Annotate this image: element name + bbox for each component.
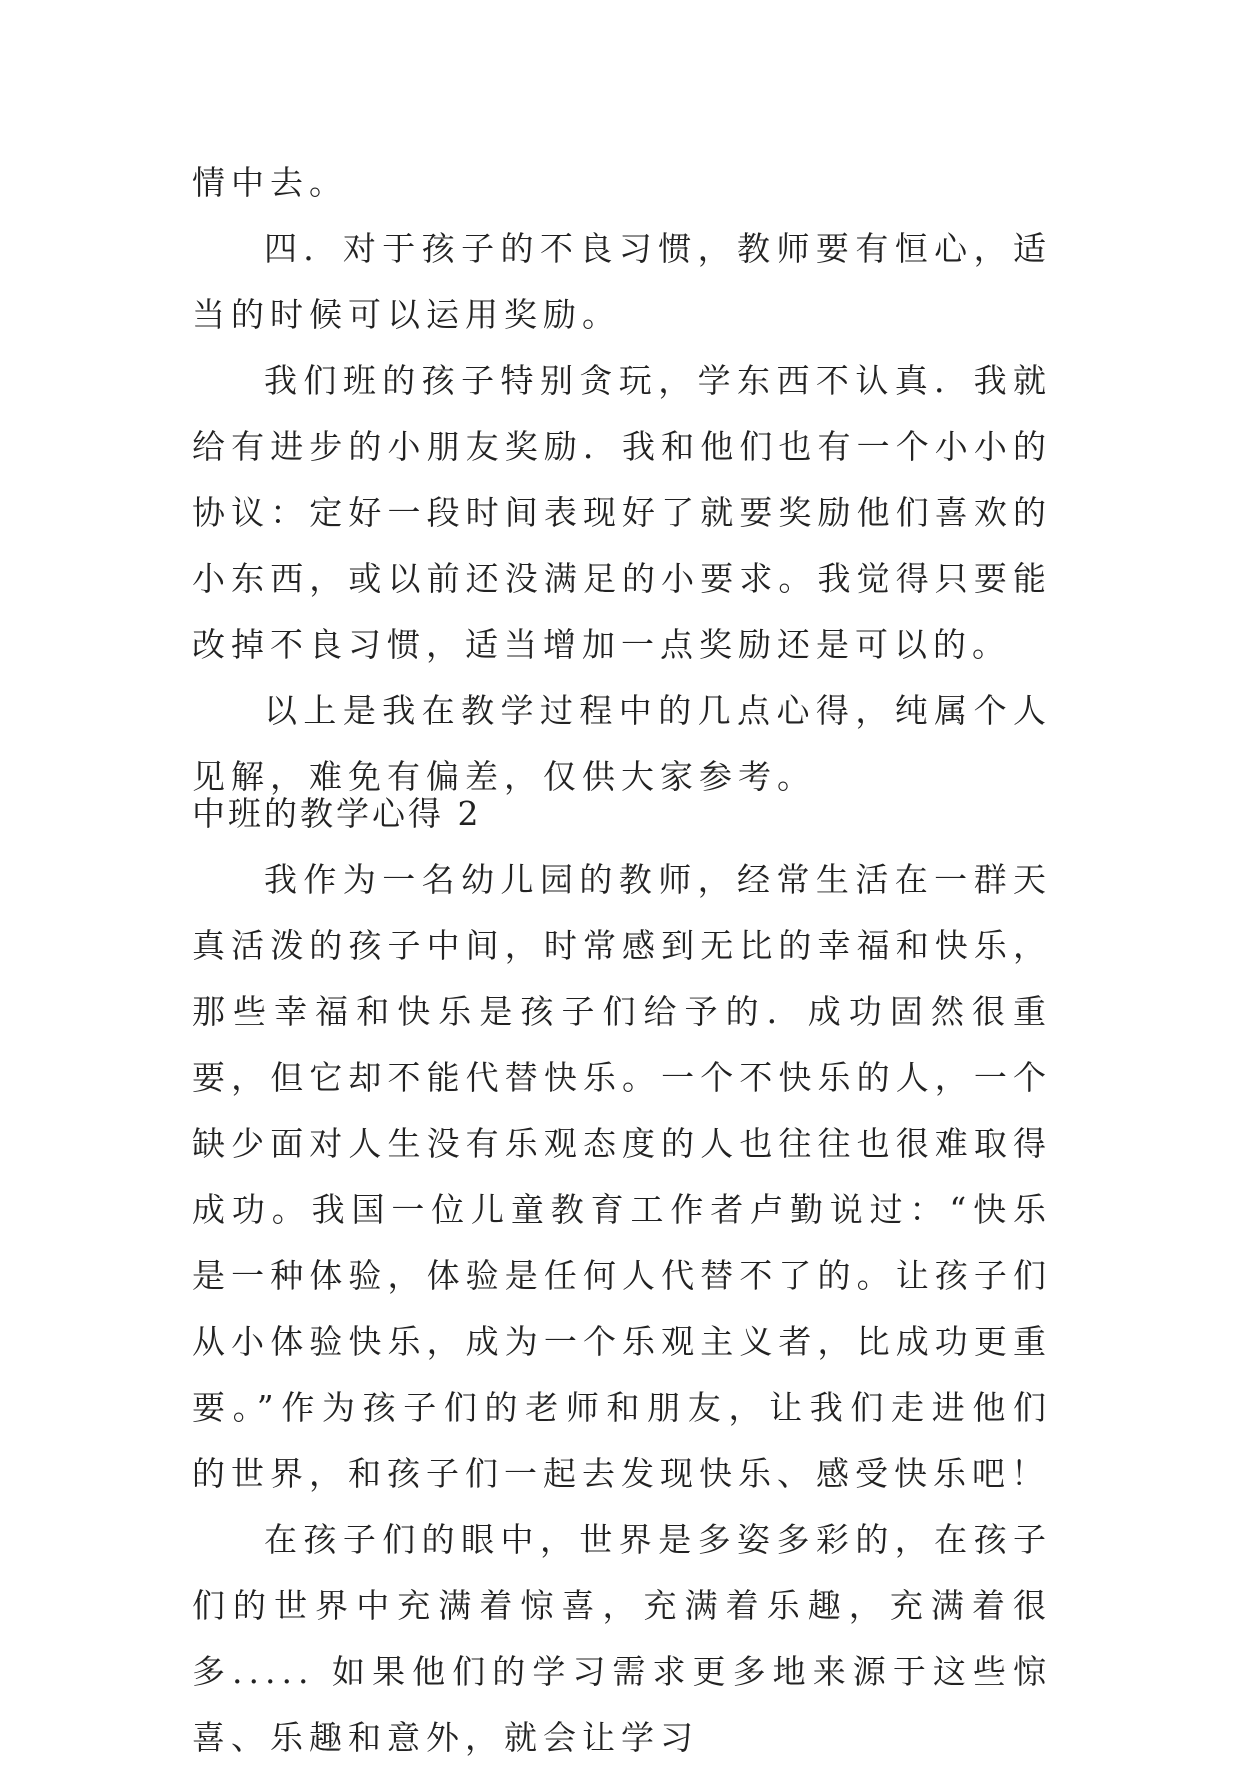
text-block-top [192, 150, 1052, 810]
paragraph-section-2-first: 我作为一名幼儿园的教师，经常生活在一群天真活泼的孩子中间，时常感到无比的幸福和快乐，那些幸福和快乐是孩子们给予的．成功固然很重要，但它却不能代替快乐。一个不快乐的人，一个缺少面对人生没有乐观态度的人也往往也很难取得成功。我国一位儿童教育工作者卢勤说过：“快乐是一种体验，体验是任何人代替不了的。让孩子们从小体验快乐，成为一个乐观主义者，比成功更重要。”作为孩子们的老师和朋友，让我们走进他们的世界，和孩子们一起去发现快乐、感受快乐吧！ [192, 860, 1052, 1493]
text-block-section-2 [192, 781, 1052, 1771]
paragraph-section-2-second: 在孩子们的眼中，世界是多姿多彩的，在孩子们的世界中充满着惊喜，充满着乐趣，充满着很多..... 如果他们的学习需求更多地来源于这些惊喜、乐趣和意外，就会让学习 [192, 1520, 1052, 1757]
paragraph-point-4-body: 我们班的孩子特别贪玩，学东西不认真．我就给有进步的小朋友奖励．我和他们也有一个小小的协议：定好一段时间表现好了就要奖励他们喜欢的小东西，或以前还没满足的小要求。我觉得只要能改掉不良习惯，适当增加一点奖励还是可以的。 [192, 361, 1052, 664]
paragraph-conclusion: 以上是我在教学过程中的几点心得，纯属个人见解，难免有偏差，仅供大家参考。 [192, 691, 1052, 796]
paragraph-continuation: 情中去。 [192, 163, 348, 202]
paragraph-point-4-heading: 四．对于孩子的不良习惯，教师要有恒心，适当的时候可以运用奖励。 [192, 229, 1052, 334]
section-title: 中班的教学心得 2 [192, 794, 482, 833]
